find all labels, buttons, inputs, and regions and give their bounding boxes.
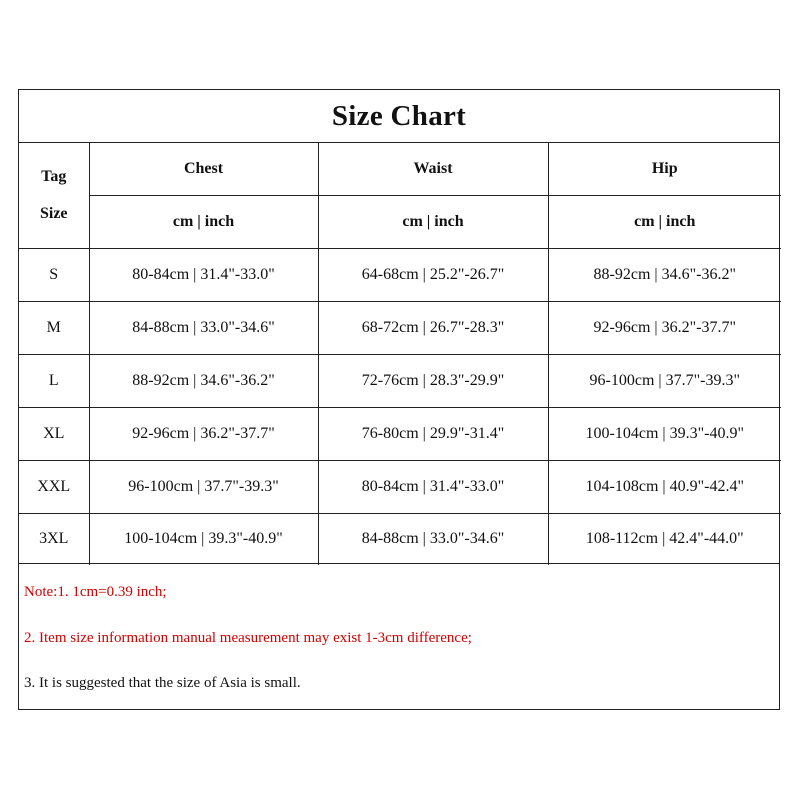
chest-cell: 88-92cm | 34.6"-36.2" — [89, 354, 318, 407]
hip-cell: 108-112cm | 42.4"-44.0" — [548, 513, 781, 565]
chest-cell: 96-100cm | 37.7"-39.3" — [89, 460, 318, 513]
waist-cell: 72-76cm | 28.3"-29.9" — [318, 354, 548, 407]
size-cell: L — [19, 354, 89, 407]
waist-cell: 80-84cm | 31.4"-33.0" — [318, 460, 548, 513]
waist-cell: 76-80cm | 29.9"-31.4" — [318, 407, 548, 460]
chart-title: Size Chart — [19, 90, 779, 143]
table-row — [19, 301, 781, 354]
waist-units: cm | inch — [318, 195, 548, 248]
chest-header: Chest — [89, 143, 318, 195]
size-cell: 3XL — [19, 513, 89, 565]
chest-cell: 80-84cm | 31.4"-33.0" — [89, 248, 318, 301]
table-row — [19, 407, 781, 460]
waist-cell: 84-88cm | 33.0"-34.6" — [318, 513, 548, 565]
size-label: Size — [39, 205, 68, 223]
size-cell: M — [19, 301, 89, 354]
chest-cell: 100-104cm | 39.3"-40.9" — [89, 513, 318, 565]
units-row — [19, 195, 781, 248]
size-cell: XL — [19, 407, 89, 460]
hip-cell: 96-100cm | 37.7"-39.3" — [548, 354, 781, 407]
waist-cell: 68-72cm | 26.7"-28.3" — [318, 301, 548, 354]
hip-cell: 88-92cm | 34.6"-36.2" — [548, 248, 781, 301]
hip-header: Hip — [548, 143, 781, 195]
table-row — [19, 460, 781, 513]
note-item: 3. It is suggested that the size of Asia is small. — [24, 675, 301, 691]
hip-cell: 92-96cm | 36.2"-37.7" — [548, 301, 781, 354]
header-row — [19, 143, 781, 195]
waist-header: Waist — [318, 143, 548, 195]
hip-cell: 104-108cm | 40.9"-42.4" — [548, 460, 781, 513]
hip-units: cm | inch — [548, 195, 781, 248]
tag-size-header — [19, 143, 89, 248]
note-item: 2. Item size information manual measurement may exist 1-3cm difference; — [24, 630, 472, 646]
table-row — [19, 354, 781, 407]
table-row — [19, 513, 781, 565]
table-row — [19, 248, 781, 301]
size-cell: XXL — [19, 460, 89, 513]
size-table — [19, 143, 781, 565]
chest-cell: 84-88cm | 33.0"-34.6" — [89, 301, 318, 354]
note-item: Note:1. 1cm=0.39 inch; — [24, 584, 167, 600]
size-chart — [18, 89, 780, 710]
chest-units: cm | inch — [89, 195, 318, 248]
hip-cell: 100-104cm | 39.3"-40.9" — [548, 407, 781, 460]
chest-cell: 92-96cm | 36.2"-37.7" — [89, 407, 318, 460]
waist-cell: 64-68cm | 25.2"-26.7" — [318, 248, 548, 301]
size-cell: S — [19, 248, 89, 301]
tag-label: Tag — [41, 168, 67, 186]
notes-section — [19, 563, 779, 709]
